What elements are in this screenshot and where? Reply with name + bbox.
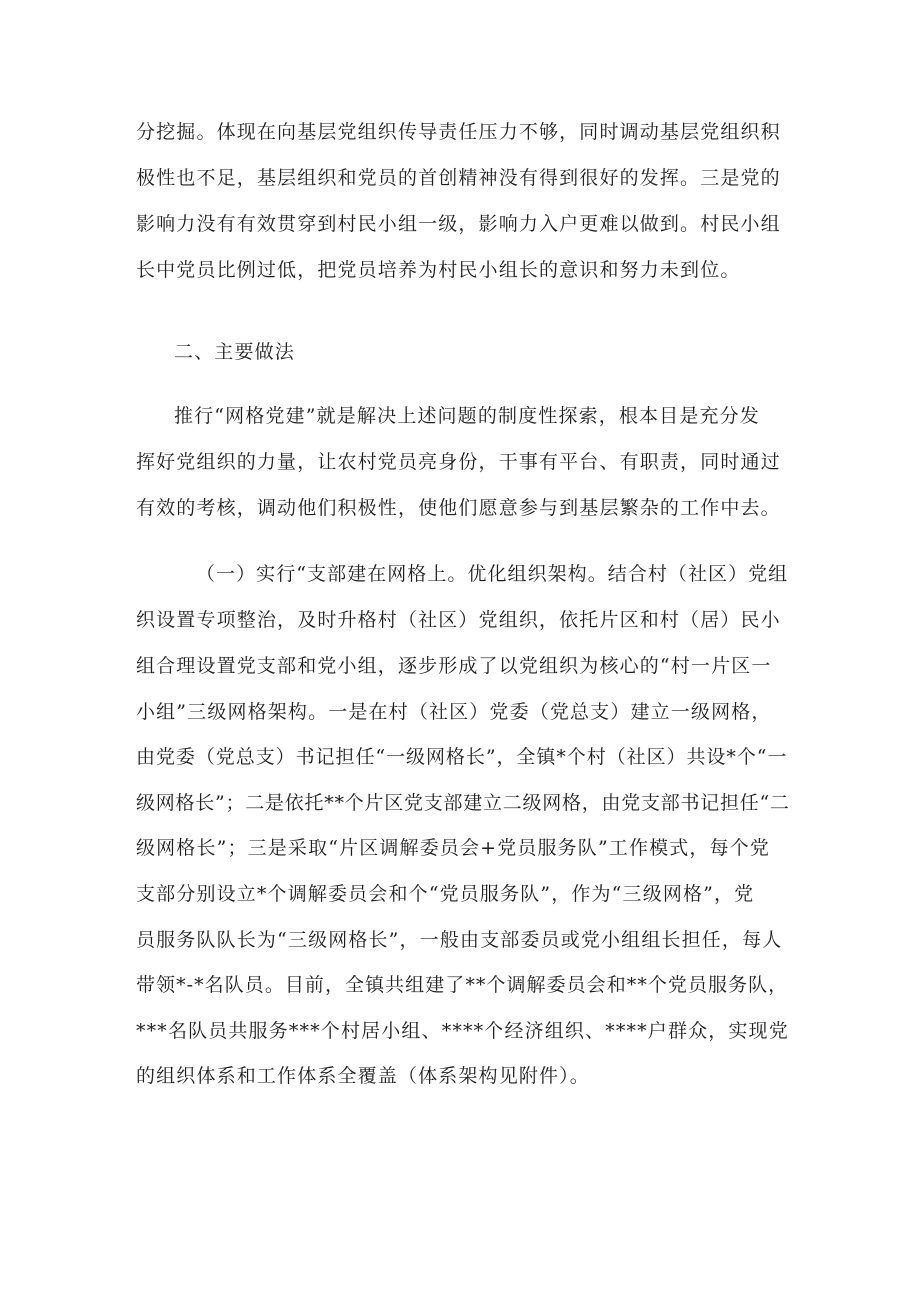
paragraph-line: 织设置专项整治，及时升格村（社区）党组织，依托片区和村（居）民小 xyxy=(136,609,781,631)
paragraph-line: 由党委（党总支）书记担任“一级网格长”，全镇*个村（社区）共设*个“一 xyxy=(136,746,788,768)
paragraph-line: 的组织体系和工作体系全覆盖（体系架构见附件）。 xyxy=(136,1065,590,1087)
paragraph-line: 支部分别设立*个调解委员会和个“党员服务队”，作为“三级网格”，党 xyxy=(136,883,755,905)
paragraph-line: 推行“网格党建”就是解决上述问题的制度性探索，根本目是充分发 xyxy=(174,405,760,427)
paragraph-line: 组合理设置党支部和党小组，逐步形成了以党组织为核心的“村一片区一 xyxy=(136,655,772,677)
paragraph-line: ***名队员共服务***个村居小组、****个经济组织、****户群众，实现党 xyxy=(136,1020,789,1042)
subsection-line: （一）实行“支部建在网格上。优化组织架构。结合村（社区）党组 xyxy=(196,563,789,585)
paragraph-line: 极性也不足，基层组织和党员的首创精神没有得到很好的发挥。三是党的 xyxy=(136,167,781,189)
section-heading: 二、主要做法 xyxy=(174,341,295,363)
paragraph-line: 小组”三级网格架构。一是在村（社区）党委（党总支）建立一级网格， xyxy=(136,701,772,723)
paragraph-line: 有效的考核，调动他们积极性，使他们愿意参与到基层繁杂的工作中去。 xyxy=(136,497,781,519)
paragraph-line: 级网格长”；三是采取“片区调解委员会+党员服务队”工作模式，每个党 xyxy=(136,837,771,859)
paragraph-line: 员服务队队长为“三级网格长”，一般由支部委员或党小组组长担任，每人 xyxy=(136,929,783,951)
paragraph-line: 挥好党组织的力量，让农村党员亮身份，干事有平台、有职责，同时通过 xyxy=(136,451,781,473)
paragraph-line: 长中党员比例过低，把党员培养为村民小组长的意识和努力未到位。 xyxy=(136,259,741,281)
paragraph-line: 影响力没有有效贯穿到村民小组一级，影响力入户更难以做到。村民小组 xyxy=(136,213,781,235)
paragraph-line: 级网格长”；二是依托**个片区党支部建立二级网格，由党支部书记担任“二 xyxy=(136,792,790,814)
paragraph-line: 分挖掘。体现在向基层党组织传导责任压力不够，同时调动基层党组织积 xyxy=(136,121,781,143)
paragraph-line: 带领*-*名队员。目前，全镇共组建了**个调解委员会和**个党员服务队， xyxy=(136,974,789,996)
